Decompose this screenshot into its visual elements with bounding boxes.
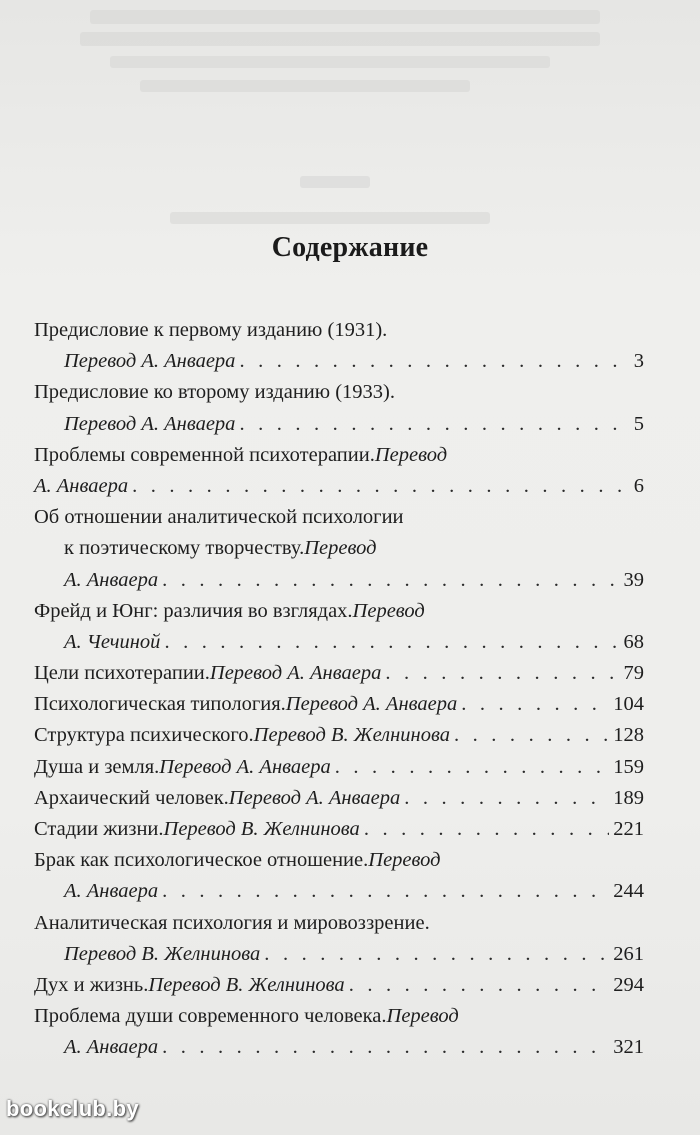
translator-credit: Перевод xyxy=(352,599,425,622)
translator-credit: А. Анваера xyxy=(64,568,159,591)
translator-credit: Перевод xyxy=(386,1005,459,1028)
toc-line xyxy=(34,783,644,814)
entry-title: к поэтическому творчеству. xyxy=(64,537,305,560)
toc-line xyxy=(34,970,644,1001)
page-number: 104 xyxy=(613,693,644,716)
entry-title: Дух и жизнь. xyxy=(34,973,149,996)
page-number: 221 xyxy=(613,818,644,840)
translator-credit: Перевод А. Анваера xyxy=(285,693,458,716)
site-watermark: bookclub.by xyxy=(6,1096,139,1121)
leader-dots xyxy=(158,1032,609,1063)
toc-line xyxy=(34,502,644,533)
toc-line xyxy=(34,627,644,658)
entry-title: Предисловие ко второму изданию (1933). xyxy=(34,381,395,404)
entry-title: Проблема души современного человека. xyxy=(34,1005,387,1028)
page-number: 294 xyxy=(613,973,644,996)
page-number: 6 xyxy=(633,474,644,497)
entry-title: Архаический человек. xyxy=(34,786,229,809)
leader-dots xyxy=(381,658,619,689)
leader-dots xyxy=(400,783,609,814)
entry-title: Цели психотерапии. xyxy=(34,662,210,685)
page-number: 3 xyxy=(633,350,644,373)
page-number: 128 xyxy=(613,724,644,747)
toc-line xyxy=(34,908,644,939)
leader-dots xyxy=(235,409,629,440)
toc-line xyxy=(34,658,644,689)
toc-line xyxy=(34,409,644,440)
translator-credit: Перевод xyxy=(304,537,377,560)
page-number: 189 xyxy=(613,786,644,809)
toc-entry xyxy=(34,502,644,596)
leader-dots xyxy=(360,814,609,845)
page-number: 261 xyxy=(613,942,644,965)
toc-line xyxy=(34,720,644,751)
translator-credit: Перевод А. Анваера xyxy=(64,412,236,435)
page-number: 68 xyxy=(623,630,644,653)
toc-line xyxy=(34,440,644,471)
entry-title: Психологическая типология. xyxy=(34,693,286,716)
page-number: 321 xyxy=(613,1036,644,1059)
toc-line xyxy=(34,1032,644,1063)
translator-credit: Перевод xyxy=(368,849,441,872)
page-title: Содержание xyxy=(271,232,429,263)
toc-line xyxy=(34,814,644,845)
translator-credit: Перевод А. Анваера xyxy=(64,350,236,373)
toc-line xyxy=(34,565,644,596)
entry-title: Об отношении аналитической психологии xyxy=(34,506,404,529)
bleed-through-shadow xyxy=(300,176,370,188)
toc-entry xyxy=(34,752,644,783)
toc-line xyxy=(34,315,644,346)
leader-dots xyxy=(160,627,619,658)
leader-dots xyxy=(457,689,609,720)
translator-credit: А. Чечиной xyxy=(64,630,161,653)
toc-entry xyxy=(34,845,644,907)
toc-line xyxy=(34,845,644,876)
page-number: 5 xyxy=(633,412,644,435)
toc-line xyxy=(34,939,644,970)
page-number: 244 xyxy=(613,880,644,903)
entry-title: Стадии жизни. xyxy=(34,818,164,840)
entry-title: Брак как психологическое отношение. xyxy=(34,849,369,872)
toc-entry xyxy=(34,720,644,751)
toc-entry xyxy=(34,783,644,814)
toc-line xyxy=(34,377,644,408)
entry-title: Проблемы современной психотерапии. xyxy=(34,443,375,466)
toc-line xyxy=(34,346,644,377)
toc-entry xyxy=(34,1001,644,1063)
leader-dots xyxy=(128,471,630,502)
translator-credit: А. Анваера xyxy=(64,880,159,903)
bleed-through-shadow xyxy=(90,10,600,24)
toc-line xyxy=(34,596,644,627)
toc-entry xyxy=(34,689,644,720)
table-of-contents xyxy=(34,315,644,1064)
translator-credit: Перевод В. Желнинова xyxy=(148,973,345,996)
toc-entry xyxy=(34,814,644,845)
toc-entry xyxy=(34,970,644,1001)
toc-line xyxy=(34,471,644,502)
translator-credit: Перевод В. Желнинова xyxy=(253,724,450,747)
toc-line xyxy=(34,533,644,564)
leader-dots xyxy=(158,876,609,907)
translator-credit: Перевод В. Желнинова xyxy=(163,818,360,840)
leader-dots xyxy=(331,752,610,783)
toc-entry xyxy=(34,377,644,439)
bleed-through-shadow xyxy=(170,212,490,224)
entry-title: Предисловие к первому изданию (1931). xyxy=(34,319,388,341)
toc-entry xyxy=(34,315,644,377)
translator-credit: Перевод xyxy=(374,443,448,466)
page-number: 159 xyxy=(613,755,644,778)
toc-entry xyxy=(34,908,644,970)
leader-dots xyxy=(158,565,619,596)
bleed-through-shadow xyxy=(140,80,470,92)
entry-title: Аналитическая психология и мировоззрение. xyxy=(34,911,430,934)
toc-entry xyxy=(34,440,644,502)
leader-dots xyxy=(260,939,609,970)
toc-line xyxy=(34,876,644,907)
leader-dots xyxy=(345,970,610,1001)
bleed-through-shadow xyxy=(110,56,550,68)
leader-dots xyxy=(235,346,629,377)
translator-credit: А. Анваера xyxy=(64,1036,159,1059)
page-number: 39 xyxy=(623,568,644,591)
translator-credit: А. Анваера xyxy=(34,474,129,497)
entry-title: Структура психического. xyxy=(34,724,254,747)
translator-credit: Перевод А. Анваера xyxy=(209,662,382,685)
translator-credit: Перевод А. Анваера xyxy=(159,755,331,778)
leader-dots xyxy=(450,720,609,751)
bleed-through-shadow xyxy=(80,32,600,46)
entry-title: Фрейд и Юнг: различия во взглядах. xyxy=(34,599,353,622)
toc-entry xyxy=(34,596,644,658)
page-number: 79 xyxy=(623,662,644,685)
translator-credit: Перевод В. Желнинова xyxy=(64,942,261,965)
toc-line xyxy=(34,1001,644,1032)
toc-entry xyxy=(34,658,644,689)
toc-line xyxy=(34,689,644,720)
translator-credit: Перевод А. Анваера xyxy=(228,786,401,809)
toc-line xyxy=(34,752,644,783)
entry-title: Душа и земля. xyxy=(34,755,160,778)
